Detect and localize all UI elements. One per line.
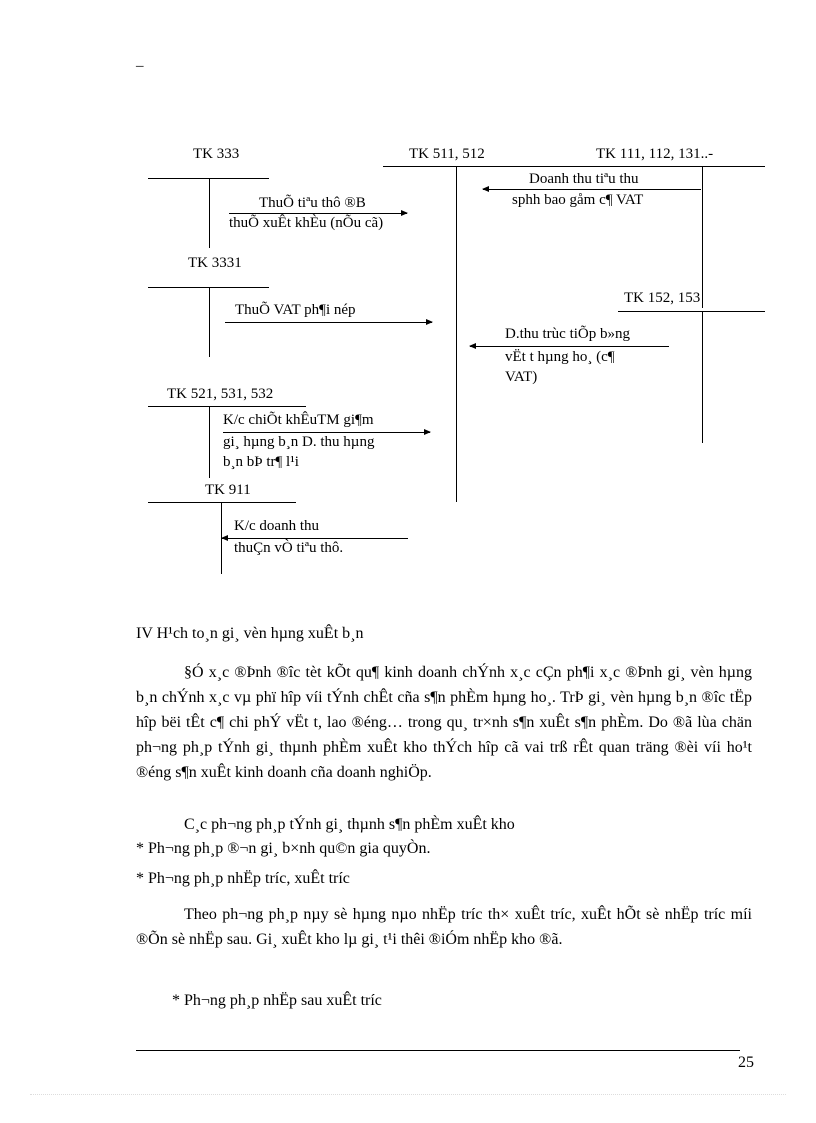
account-label-tk111: TK 111, 112, 131..-	[596, 146, 714, 162]
tk511-vertical-line	[456, 166, 457, 502]
tk333-vertical-line	[209, 178, 210, 248]
account-label-tk152: TK 152, 153	[624, 290, 701, 306]
account-label-tk333: TK 333	[193, 146, 240, 162]
tk511-horizontal-line	[383, 166, 531, 167]
barter-label-line1: D.thu trùc tiÕp b»ng	[505, 326, 630, 342]
paragraph-weighted-average: * Ph¬ng ph¸p ®¬n gi¸ b×nh qu©n gia quyÒn.	[136, 840, 431, 857]
excise-label-line1: ThuÕ tiªu thô ®B	[259, 195, 366, 211]
discount-arrow	[223, 432, 430, 433]
excise-arrow	[229, 213, 407, 214]
barter-label-line2: vËt t hµng ho¸ (c¶	[505, 349, 615, 365]
discount-label-line2: gi¸ hµng b¸n D. thu hµng	[223, 434, 375, 450]
revenue-label-line1: Doanh thu tiªu thu	[529, 171, 639, 187]
paragraph-fifo-explanation: Theo ph¬ng ph¸p nµy sè hµng nµo nhËp tríc th× xuÊt tríc, xuÊt hÕt sè nhËp tríc míi ®Õn sè nhËp sau. Gi¸ xuÊt kho lµ gi¸ t¹i thêi ®iÓm nhËp kho ®ã.	[136, 906, 752, 948]
paragraph-methods-heading: C¸c ph¬ng ph¸p tÝnh gi¸ thµnh s¶n phÈm xuÊt kho	[184, 816, 515, 833]
tk521-vertical-line	[209, 406, 210, 478]
excise-label-line2: thuÕ xuÊt khÈu (nÕu cã)	[229, 215, 384, 231]
paragraph-cost-determination: §Ó x¸c ®Þnh ®îc tèt kÕt qu¶ kinh doanh chÝnh x¸c cÇn ph¶i x¸c ®Þnh gi¸ vèn hµng b¸n chÝnh x¸c vµ phï hîp víi tÝnh chÊt cña s¶n phÈm hµng ho¸. TrÞ gi¸ vèn hµng b¸n ®îc tËp hîp bëi tÊt c¶ chi phÝ vËt t, lao ®éng… trong qu¸ tr×nh s¶n xuÊt s¶n phÈm. Do ®ã lùa chän ph¬ng ph¸p tÝnh gi¸ thµnh phÈm xuÊt kho thÝch hîp cã vai trß rÊt quan träng ®èi víi ho¹t ®éng s¶n xuÊt kinh doanh cña doanh nghiÖp.	[136, 664, 752, 781]
revenue-label-line2: sphh bao gåm c¶ VAT	[512, 192, 644, 208]
page-edge-dotted-line	[30, 1094, 786, 1095]
tk152-horizontal-line	[618, 311, 765, 312]
tk111-horizontal-line	[531, 166, 765, 167]
barter-label-line3: VAT)	[505, 369, 538, 385]
discount-label-line1: K/c chiÕt khÊuTM gi¶m	[223, 412, 374, 428]
vat-label: ThuÕ VAT ph¶i nép	[235, 302, 356, 318]
tk911-horizontal-line	[148, 502, 296, 503]
tk152-vertical-line	[702, 311, 703, 443]
barter-arrow	[470, 346, 669, 347]
paragraph-fifo: * Ph¬ng ph¸p nhËp tríc, xuÊt tríc	[136, 870, 350, 887]
paragraph-lifo: * Ph¬ng ph¸p nhËp sau xuÊt tríc	[172, 992, 382, 1009]
tk3331-vertical-line	[209, 287, 210, 357]
tk111-vertical-line	[702, 166, 703, 308]
account-label-tk3331: TK 3331	[188, 255, 242, 271]
close-arrow	[222, 538, 408, 539]
account-label-tk521: TK 521, 531, 532	[167, 386, 274, 402]
footer-rule	[136, 1050, 740, 1051]
account-label-tk911: TK 911	[205, 482, 251, 498]
discount-label-line3: b¸n bÞ tr¶ l¹i	[223, 454, 299, 470]
tk521-horizontal-line	[148, 406, 306, 407]
header-mark: –	[136, 58, 144, 74]
page-number: 25	[738, 1054, 754, 1071]
account-label-tk511: TK 511, 512	[409, 146, 485, 162]
section-title: IV H¹ch to¸n gi¸ vèn hµng xuÊt b¸n	[136, 625, 364, 642]
close-label-line1: K/c doanh thu	[234, 518, 319, 534]
vat-arrow	[225, 322, 432, 323]
close-label-line2: thuÇn vÒ tiªu thô.	[234, 540, 344, 556]
revenue-arrow	[483, 189, 701, 190]
